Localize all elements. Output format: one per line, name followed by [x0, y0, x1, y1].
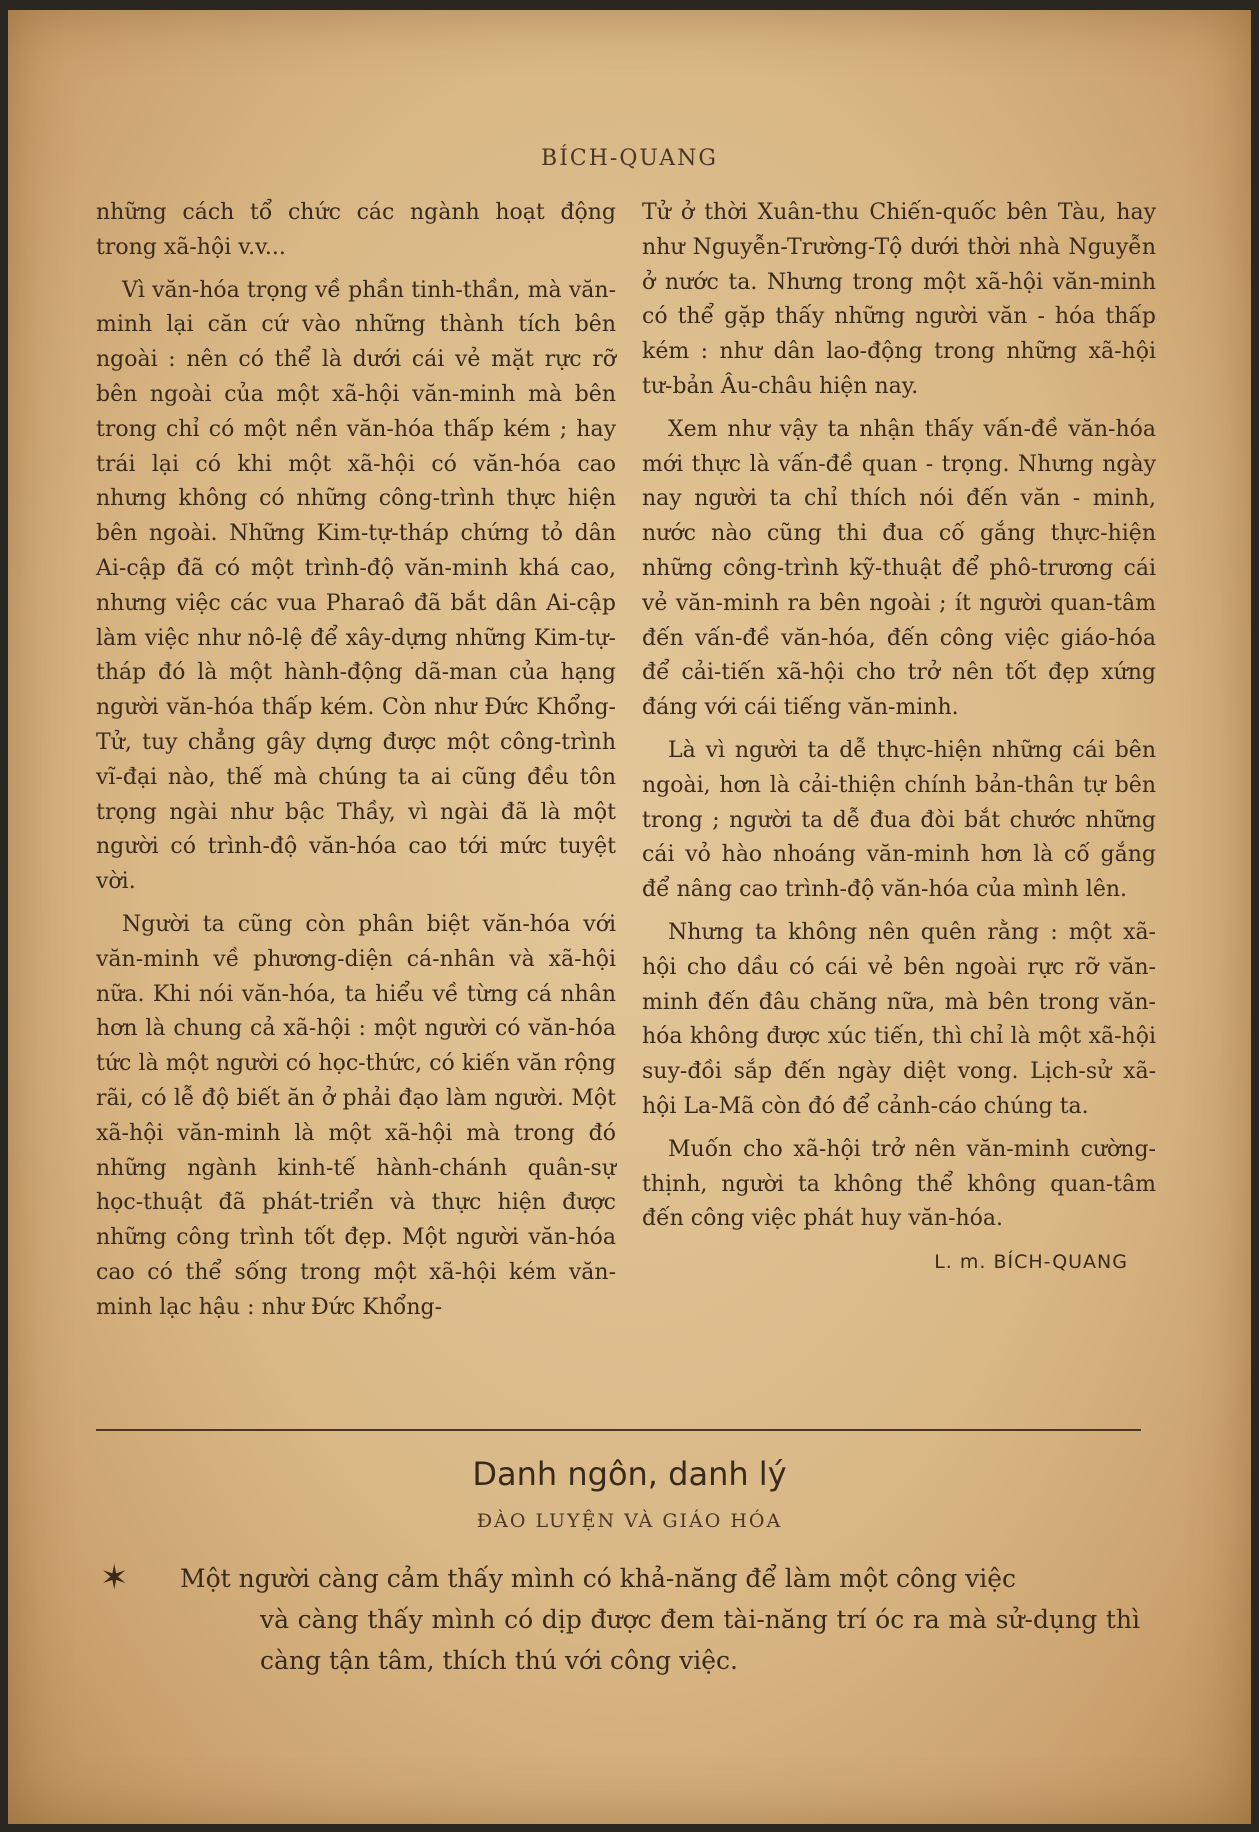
right-paragraph-4: Nhưng ta không nên quên rằng : một xã-hội cho dầu có cái vẻ bên ngoài rực rỡ văn-minh đến đâu chăng nữa, mà bên trong văn-hóa không được xúc tiến, thì chỉ là một xã-hội suy-đồi sắp đến ngày diệt vong. Lịch-sử xã-hội La-Mã còn đó để cảnh-cáo chúng ta.: [642, 919, 1156, 1119]
star-ornament-icon: ✶: [100, 1558, 129, 1598]
right-column: [642, 196, 1156, 1280]
author-signature: L. m. BÍCH-QUANG: [934, 1251, 1128, 1274]
quote-rest: và càng thấy mình có dịp được đem tài-năng trí óc ra mà sử-dụng thì càng tận tâm, thích thú với công việc.: [260, 1605, 1140, 1675]
section-divider: [96, 1429, 1141, 1431]
right-paragraph-2: Xem như vậy ta nhận thấy vấn-đề văn-hóa mới thực là vấn-đề quan - trọng. Nhưng ngày nay người ta chỉ thích nói đến văn - minh, nước nào cũng thi đua cố gắng thực-hiện những công-trình kỹ-thuật để phô-trương cái vẻ văn-minh ra bên ngoài ; ít người quan-tâm đến vấn-đề văn-hóa, đến công việc giáo-hóa để cải-tiến xã-hội cho trở nên tốt đẹp xứng đáng với cái tiếng văn-minh.: [642, 416, 1156, 721]
page: [8, 10, 1251, 1824]
left-paragraph-1: những cách tổ chức các ngành hoạt động trong xã-hội v.v...: [96, 200, 616, 260]
quote-first-line: Một người càng cảm thấy mình có khả-năng để làm một công việc: [180, 1564, 1017, 1593]
section-subtitle: ĐÀO LUYỆN VÀ GIÁO HÓA: [476, 1510, 783, 1532]
section-title: Danh ngôn, danh lý: [472, 1455, 787, 1493]
quote: [180, 1558, 1140, 1681]
left-paragraph-3: Người ta cũng còn phân biệt văn-hóa với văn-minh về phương-diện cá-nhân và xã-hội nữa. Khi nói văn-hóa, ta hiểu về từng cá nhân hơn là chung cả xã-hội : một người có văn-hóa tức là một người có học-thức, có kiến văn rộng rãi, có lễ độ biết ăn ở phải đạo làm người. Một xã-hội văn-minh là một xã-hội mà trong đó những ngành kinh-tế hành-chánh quân-sự học-thuật đã phát-triển và thực hiện được những công trình tốt đẹp. Một người văn-hóa cao có thể sống trong một xã-hội kém văn-minh lạc hậu : như Đức Khổng-: [96, 911, 616, 1320]
right-paragraph-3: Là vì người ta dễ thực-hiện những cái bên ngoài, hơn là cải-thiện chính bản-thân tự bên trong ; người ta dễ đua đòi bắt chước những cái vỏ hào nhoáng văn-minh hơn là cố gắng để nâng cao trình-độ văn-hóa của mình lên.: [642, 737, 1156, 903]
left-column: [96, 196, 616, 1334]
left-paragraph-2: Vì văn-hóa trọng về phần tinh-thần, mà văn-minh lại căn cứ vào những thành tích bên ngoài : nên có thể là dưới cái vẻ mặt rực rỡ bên ngoài của một xã-hội văn-minh mà bên trong chỉ có một nền văn-hóa thấp kém ; hay trái lại có khi một xã-hội có văn-hóa cao nhưng không có những công-trình thực hiện bên ngoài. Những Kim-tự-tháp chứng tỏ dân Ai-cập đã có một trình-độ văn-minh khá cao, nhưng việc các vua Pharaô đã bắt dân Ai-cập làm việc như nô-lệ để xây-dựng những Kim-tự-tháp đó là một hành-động dã-man của hạng người văn-hóa thấp kém. Còn như Đức Khổng-Tử, tuy chẳng gây dựng được một công-trình vĩ-đại nào, thế mà chúng ta ai cũng đều tôn trọng ngài như bậc Thầy, vì ngài đã là một người có trình-độ văn-hóa cao tới mức tuyệt vời.: [96, 277, 616, 895]
right-paragraph-1: Tử ở thời Xuân-thu Chiến-quốc bên Tàu, hay như Nguyễn-Trường-Tộ dưới thời nhà Nguyễn ở nước ta. Nhưng trong một xã-hội văn-minh có thể gặp thấy những người văn - hóa thấp kém : như dân lao-động trong những xã-hội tư-bản Âu-châu hiện nay.: [642, 200, 1156, 399]
right-paragraph-5: Muốn cho xã-hội trở nên văn-minh cường-thịnh, người ta không thể không quan-tâm đến công việc phát huy văn-hóa.: [642, 1136, 1156, 1232]
page-header: BÍCH-QUANG: [541, 146, 718, 171]
